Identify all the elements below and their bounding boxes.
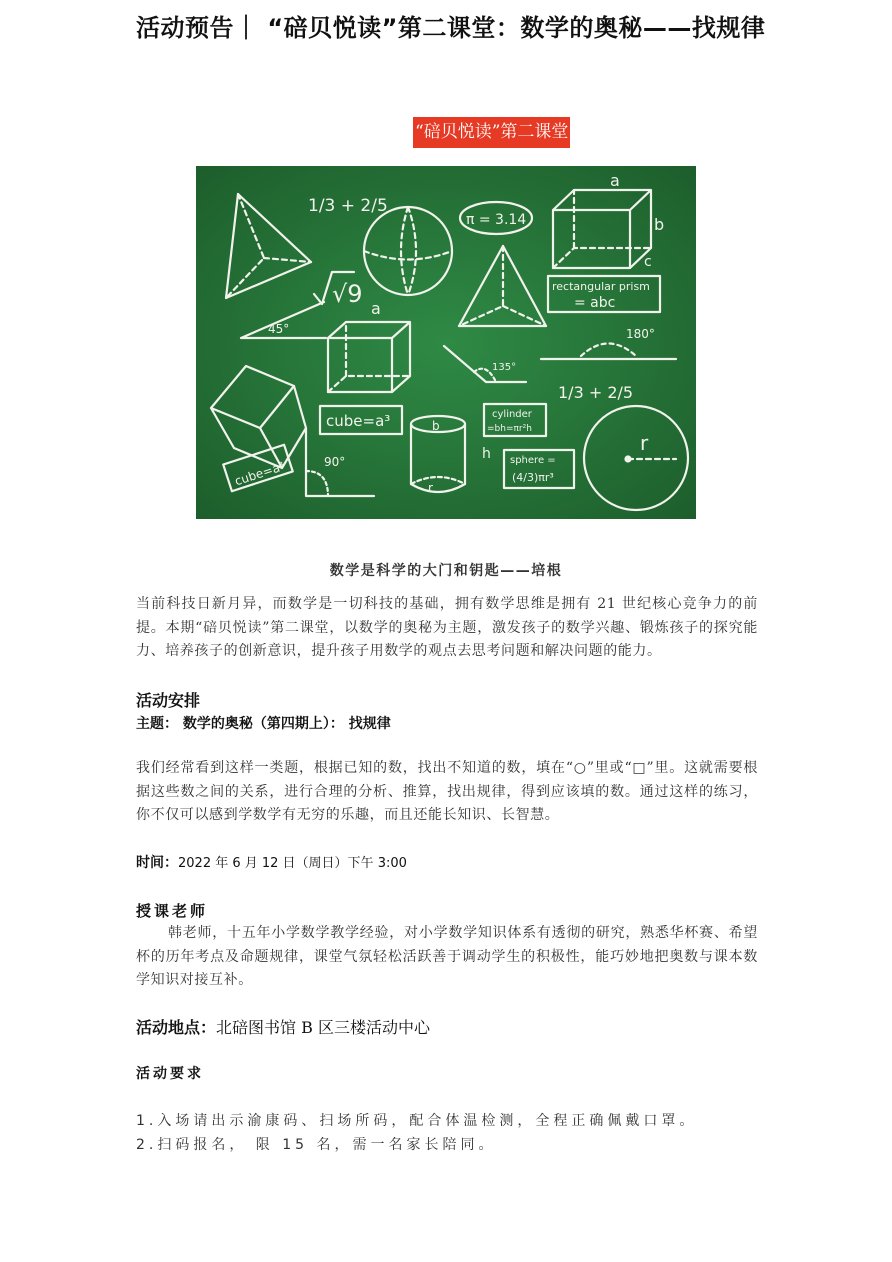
sqrt-text: √9: [332, 280, 363, 308]
time-label: 时间：: [136, 855, 178, 871]
cyl-formula-text: =bh=πr²h: [487, 424, 532, 434]
frac-right-text: 1/3 + 2/5: [558, 383, 634, 402]
chalkboard-math-image: [196, 166, 696, 519]
label-b-cyl: b: [432, 419, 440, 433]
arrangement-heading: 活动安排: [136, 691, 201, 710]
time-value: 2022 年 6 月 12 日（周日）下午 3:00: [178, 856, 407, 871]
location-line: [136, 1015, 430, 1038]
page-title: 活动预告｜ “碚贝悦读”第二课堂：数学的奥秘——找规律: [136, 14, 766, 42]
series-banner: “碚贝悦读”第二课堂: [413, 117, 570, 148]
topic-line: 主题： 数学的奥秘（第四期上）： 找规律: [136, 716, 391, 732]
sphere-text: sphere =: [510, 455, 556, 466]
angle45-text: 45°: [268, 322, 290, 336]
requirement-item: 1.入场请出示渝康码、扫场所码，配合体温检测，全程正确佩戴口罩。: [136, 1113, 698, 1129]
frac-top-text: 1/3 + 2/5: [308, 196, 388, 216]
label-c: c: [644, 254, 652, 270]
label-a-cube: a: [371, 299, 381, 318]
abc-text: = abc: [574, 295, 616, 311]
requirements-heading: 活动要求: [136, 1066, 204, 1082]
angle135-text: 135°: [492, 362, 517, 373]
angle180-text: 180°: [626, 327, 655, 341]
cylinder-text: cylinder: [492, 409, 532, 420]
time-line: [136, 852, 407, 872]
location-label: 活动地点：: [136, 1018, 217, 1037]
label-r-cyl: r: [428, 481, 433, 495]
intro-paragraph: 当前科技日新月异，而数学是一切科技的基础，拥有数学思维是拥有 21 世纪核心竞争力的前提。本期“碚贝悦读”第二课堂，以数学的奥秘为主题，激发孩子的数学兴趣、锻炼孩子的探究能力、培养孩子的创新意识，提升孩子用数学的观点去思考问题和解决问题的能力。: [136, 596, 758, 659]
cube-left-text: cube=a³: [232, 459, 287, 489]
cube-box-text: cube=a³: [326, 412, 391, 430]
angle90-text: 90°: [324, 455, 346, 469]
requirement-item: 2.扫码报名， 限 15 名，需一名家长陪同。: [136, 1137, 497, 1153]
sphere-formula-text: (4/3)πr³: [512, 471, 554, 484]
location-value: 北碚图书馆 B 区三楼活动中心: [216, 1018, 430, 1037]
quote-caption: 数学是科学的大门和钥匙——培根: [329, 563, 563, 579]
label-h: h: [482, 446, 491, 462]
teacher-description: 韩老师，十五年小学数学教学经验，对小学数学知识体系有透彻的研究，熟悉华杯赛、希望杯的历年考点及命题规律，课堂气氛轻松活跃善于调动学生的积极性，能巧妙地把奥数与课本数学知识对接互补。: [136, 925, 758, 988]
pi-text: π = 3.14: [466, 212, 527, 228]
label-r: r: [640, 431, 649, 455]
teacher-heading: 授课老师: [136, 902, 209, 920]
topic-description: 我们经常看到这样一类题，根据已知的数，找出不知道的数，填在“○”里或“□”里。这就需要根据这些数之间的关系，进行合理的分析、推算，找出规律，得到应该填的数。通过这样的练习，你不仅可以感到学数学有无穷的乐趣，而且还能长知识、长智慧。: [136, 760, 758, 823]
rect-prism-text: rectangular prism: [552, 280, 650, 293]
label-b: b: [654, 215, 665, 234]
label-a-top: a: [610, 171, 620, 190]
